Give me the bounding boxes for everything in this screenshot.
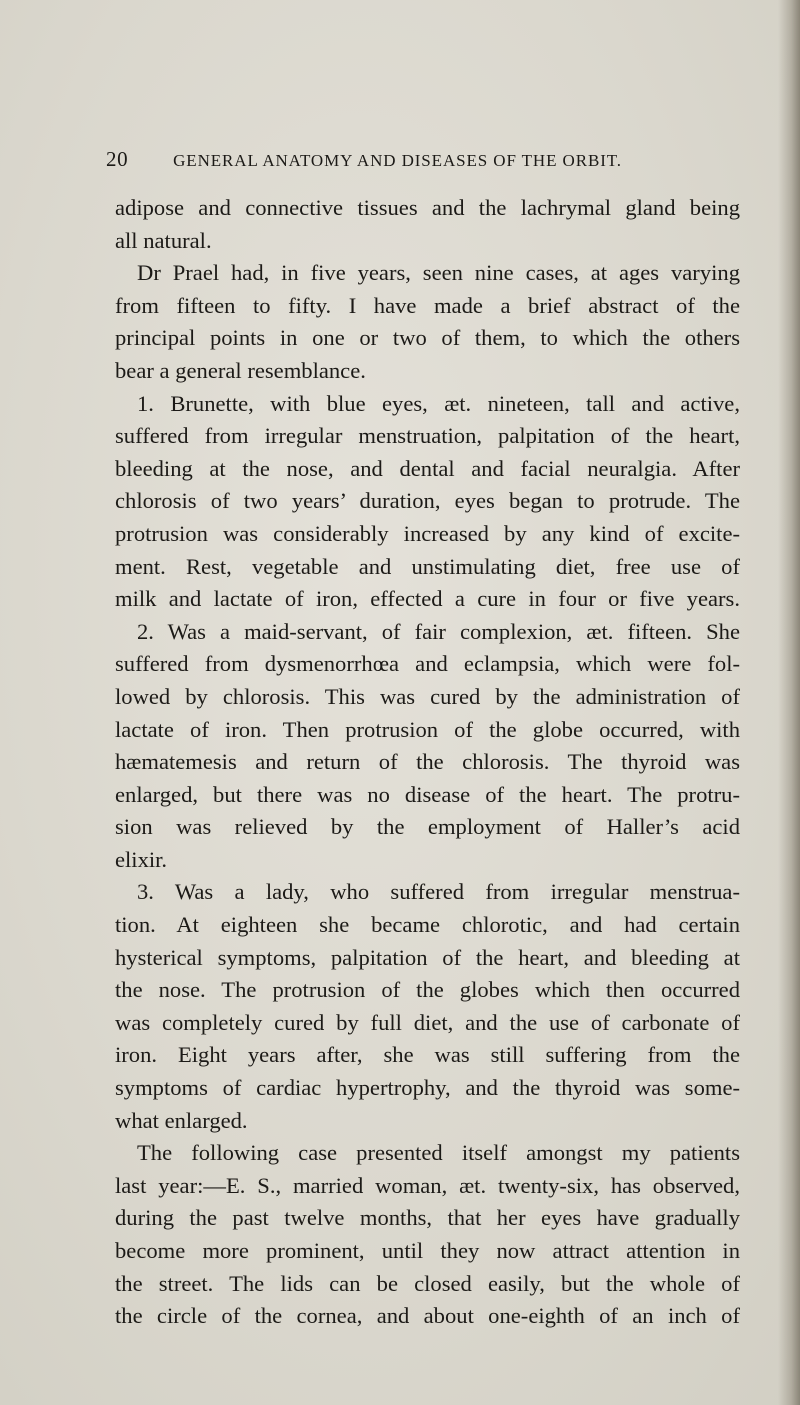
text-line: elixir. — [115, 846, 168, 872]
running-head — [106, 147, 706, 171]
text-line: the circle of the cornea, and about one-eighth of an inch of — [115, 1303, 740, 1329]
text-line: protrusion was considerably increased by any kind of excite- — [115, 520, 740, 546]
text-line: Dr Prael had, in five years, seen nine cases, at ages varying — [137, 260, 740, 286]
text-line: was completely cured by full diet, and the use of carbonate of — [115, 1009, 740, 1035]
page-number: 20 — [106, 147, 129, 171]
body-text — [115, 192, 740, 1333]
running-title: GENERAL ANATOMY AND DISEASES OF THE ORBIT. — [173, 151, 622, 170]
text-line: suffered from dysmenorrhœa and eclampsia, which were fol- — [115, 651, 740, 677]
text-line: 3. Was a lady, who suffered from irregular menstrua- — [137, 879, 740, 905]
text-line: milk and lactate of iron, effected a cure in four or five years. — [115, 586, 740, 612]
binding-shadow — [778, 0, 800, 1405]
text-line: sion was relieved by the employment of Haller’s acid — [115, 814, 740, 840]
text-line: bear a general resemblance. — [115, 357, 366, 383]
text-line: suffered from irregular menstruation, palpitation of the heart, — [115, 423, 740, 449]
text-line: from fifteen to fifty. I have made a brief abstract of the — [115, 292, 740, 318]
text-line: hæmatemesis and return of the chlorosis. The thyroid was — [115, 749, 740, 775]
text-line: the street. The lids can be closed easily, but the whole of — [115, 1270, 740, 1296]
text-line: what enlarged. — [115, 1107, 248, 1133]
text-line: hysterical symptoms, palpitation of the heart, and bleeding at — [115, 944, 740, 970]
text-line: 1. Brunette, with blue eyes, æt. nineteen, tall and active, — [137, 390, 740, 416]
text-line: during the past twelve months, that her eyes have gradually — [115, 1205, 740, 1231]
text-line: tion. At eighteen she became chlorotic, and had certain — [115, 912, 740, 938]
text-line: symptoms of cardiac hypertrophy, and the thyroid was some- — [115, 1075, 740, 1101]
text-line: principal points in one or two of them, to which the others — [115, 325, 740, 351]
text-line: 2. Was a maid-servant, of fair complexion, æt. fifteen. She — [137, 618, 740, 644]
text-line: The following case presented itself amongst my patients — [137, 1140, 740, 1166]
text-line: lactate of iron. Then protrusion of the globe occurred, with — [115, 716, 740, 742]
text-line: ment. Rest, vegetable and unstimulating diet, free use of — [115, 553, 740, 579]
text-line: bleeding at the nose, and dental and facial neuralgia. After — [115, 455, 740, 481]
text-line: become more prominent, until they now attract attention in — [115, 1238, 740, 1263]
text-line: all natural. — [115, 227, 212, 253]
text-line: enlarged, but there was no disease of the heart. The protru- — [115, 781, 740, 807]
text-line: lowed by chlorosis. This was cured by the administration of — [115, 683, 740, 709]
text-line: last year:—E. S., married woman, æt. twenty-six, has observed, — [115, 1172, 740, 1198]
text-line: chlorosis of two years’ duration, eyes began to protrude. The — [115, 488, 740, 514]
text-line: adipose and connective tissues and the lachrymal gland being — [115, 195, 740, 220]
text-line: the nose. The protrusion of the globes which then occurred — [115, 977, 740, 1003]
text-line: iron. Eight years after, she was still suffering from the — [115, 1042, 740, 1068]
